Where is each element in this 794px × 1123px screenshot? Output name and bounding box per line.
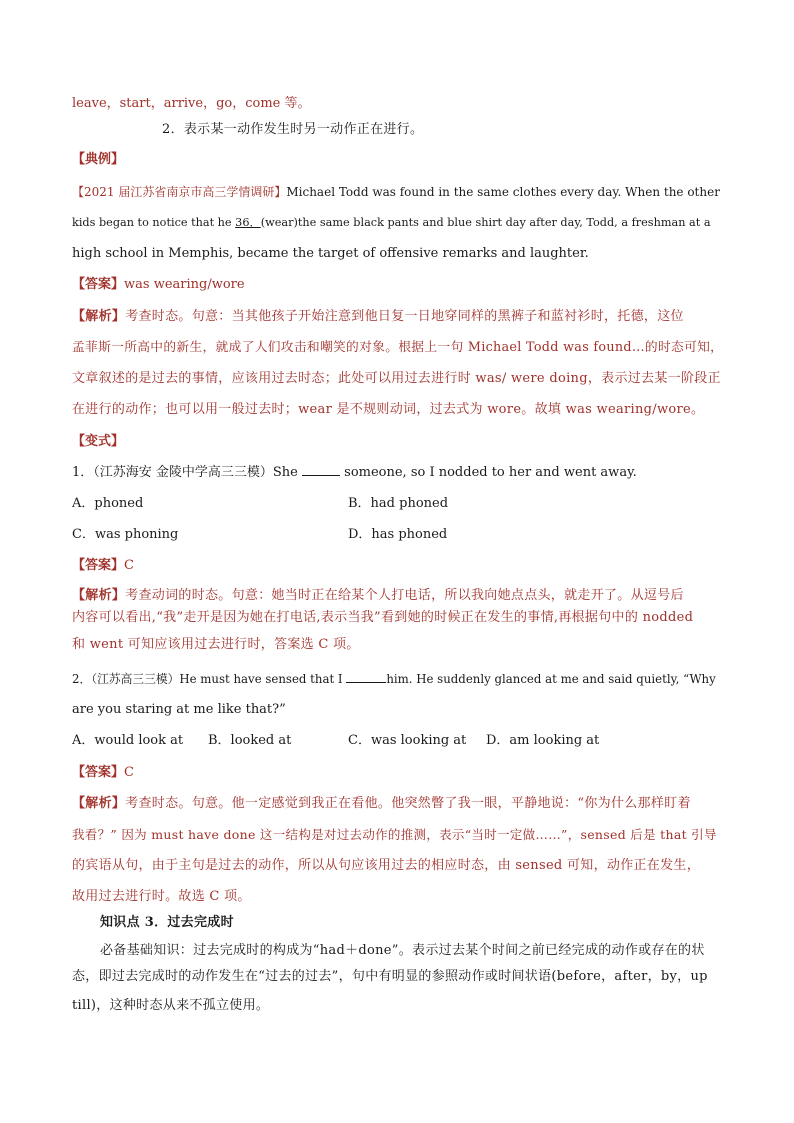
example-line-3: high school in Memphis, became the target of offensive remarks and laughter. xyxy=(72,246,589,261)
answer-line xyxy=(72,556,724,576)
answer-line xyxy=(72,763,724,783)
question-text: 2．（江苏高三三模）He must have sensed that I xyxy=(72,672,347,686)
question-1 xyxy=(72,463,724,483)
explanation-line: 我看？” 因为 must have done 这一结构是对过去动作的推测，表示“当时一定做……”，sensed 后是 that 引导 xyxy=(72,827,717,842)
option-a: A．would look at xyxy=(72,733,184,748)
question-number: 36． xyxy=(235,216,261,229)
explanation-line xyxy=(72,307,724,327)
answer-tag: 【答案】 xyxy=(72,558,125,573)
option-d: D．has phoned xyxy=(348,527,448,542)
variant-heading: 【变式】 xyxy=(72,434,125,449)
explanation-line: 内容可以看出,“我”走开是因为她在打电话,表示当我”看到她的时候正在发生的事情,再根据句中的 nodded xyxy=(72,610,694,625)
answer-value: C xyxy=(124,558,134,573)
example-line-2 xyxy=(72,213,724,233)
text-line: leave，start，arrive，go，come 等。 xyxy=(72,96,311,111)
explanation-line: 文章叙述的是过去的事情，应该用过去时态；此处可以用过去进行时 was/ were doing，表示过去某一阶段正 xyxy=(72,371,721,386)
example-text: Michael Todd was found in the same clothes every day. When the other xyxy=(286,185,720,199)
example-source: 【2021 届江苏省南京市高三学情调研】 xyxy=(72,185,287,199)
example-heading: 【典例】 xyxy=(72,152,125,167)
explanation-line xyxy=(72,586,724,606)
explanation-line: 和 went 可知应该用过去进行时，答案选 C 项。 xyxy=(72,637,360,652)
question-2-line-2: are you staring at me like that?” xyxy=(72,702,286,717)
explanation-tag: 【解析】 xyxy=(72,588,126,603)
answer-blank xyxy=(302,463,340,476)
example-line-1 xyxy=(72,182,724,202)
answer-blank xyxy=(346,670,386,683)
explanation-line xyxy=(72,794,724,814)
answer-tag: 【答案】 xyxy=(72,277,125,292)
question-text: someone, so I nodded to her and went away. xyxy=(340,465,637,480)
question-2 xyxy=(72,669,724,689)
answer-value: C xyxy=(124,765,134,780)
option-c: C．was looking at xyxy=(348,733,467,748)
explanation-text: 考查动词的时态。句意：她当时正在给某个人打电话，所以我向她点点头，就走开了。从逗号后 xyxy=(125,588,684,603)
knowledge-point-heading: 知识点 3．过去完成时 xyxy=(100,915,234,930)
section-heading: 2．表示某一动作发生时另一动作正在进行。 xyxy=(162,122,424,137)
explanation-tag: 【解析】 xyxy=(72,796,126,811)
option-b: B．had phoned xyxy=(348,496,449,511)
question-text: him. He suddenly glanced at me and said quietly, “Why xyxy=(386,672,716,686)
answer-tag: 【答案】 xyxy=(72,765,125,780)
option-c: C．was phoning xyxy=(72,527,179,542)
example-text: (wear)the same black pants and blue shirt day after day, Todd, a freshman at a xyxy=(260,216,711,229)
knowledge-text: 态，即过去完成时的动作发生在“过去的过去”，句中有明显的参照动作或时间状语(before，after，by，up xyxy=(72,969,708,984)
option-a: A．phoned xyxy=(72,496,144,511)
explanation-line: 孟菲斯一所高中的新生，就成了人们攻击和嘲笑的对象。根据上一句 Michael Todd was found…的时态可知， xyxy=(72,340,724,355)
explanation-line: 的宾语从句，由于主句是过去的动作，所以从句应该用过去的相应时态，由 sensed 可知，动作正在发生， xyxy=(72,858,700,873)
question-text: 1．（江苏海安 金陵中学高三三模）She xyxy=(72,465,303,480)
explanation-line: 故用过去进行时。故选 C 项。 xyxy=(72,889,251,904)
option-b: B．looked at xyxy=(208,733,292,748)
explanation-line: 在进行的动作；也可以用一般过去时；wear 是不规则动词，过去式为 wore。故填 was wearing/wore。 xyxy=(72,402,705,417)
answer-line xyxy=(72,275,724,295)
explanation-text: 考查时态。句意。他一定感觉到我正在看他。他突然瞥了我一眼，平静地说：“你为什么那样盯着 xyxy=(125,796,691,811)
knowledge-text: till)，这种时态从来不孤立使用。 xyxy=(72,998,270,1013)
knowledge-text: 必备基础知识：过去完成时的构成为“had＋done”。表示过去某个时间之前已经完成的动作或存在的状 xyxy=(100,943,705,958)
option-d: D．am looking at xyxy=(486,733,600,748)
example-text: kids began to notice that he xyxy=(72,216,236,229)
answer-value: was wearing/wore xyxy=(124,277,245,292)
explanation-tag: 【解析】 xyxy=(72,309,126,324)
explanation-text: 考查时态。句意：当其他孩子开始注意到他日复一日地穿同样的黑裤子和蓝衬衫时，托德，这位 xyxy=(125,309,684,324)
